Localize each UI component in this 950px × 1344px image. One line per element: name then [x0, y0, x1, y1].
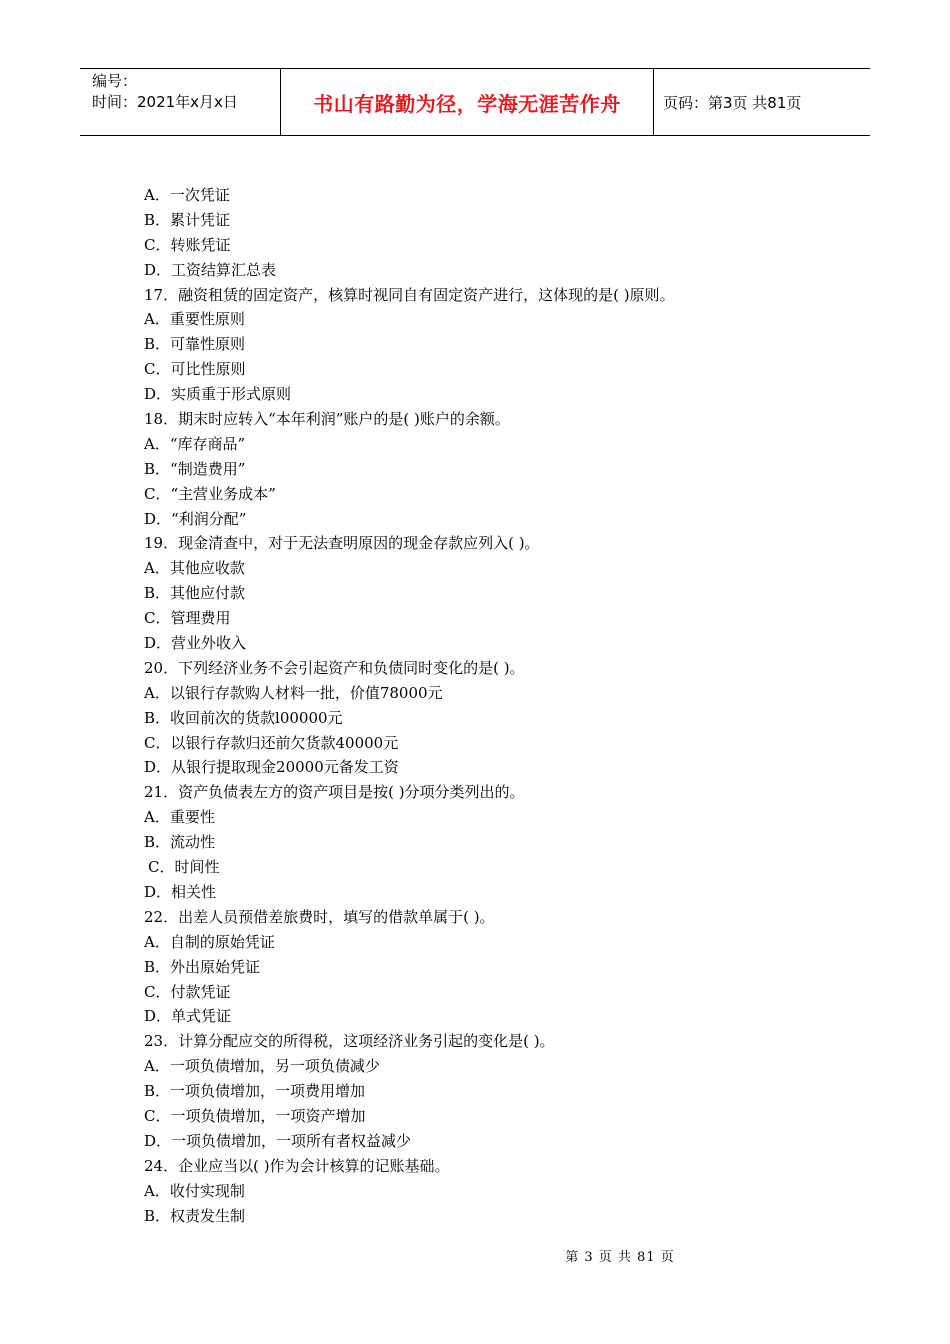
text-line: D．实质重于形式原则: [144, 385, 292, 404]
text-line: C．转账凭证: [144, 235, 231, 254]
text-line: B．可靠性原则: [144, 335, 246, 354]
page-header: [80, 68, 870, 136]
text-line: A．一次凭证: [144, 186, 230, 204]
question-18: 18．期末时应转入“本年利润”账户的是( )账户的余额。: [144, 410, 510, 429]
text-line: B．收回前次的货款l00000元: [144, 708, 343, 727]
question-23: 23．计算分配应交的所得税，这项经济业务引起的变化是( )。: [144, 1032, 555, 1051]
serial-number-label: 编号：: [92, 72, 138, 90]
question-19: 19．现金清查中，对于无法查明原因的现金存款应列入( )。: [144, 534, 540, 553]
page-footer: 第 3 页 共 81 页: [565, 1250, 675, 1265]
text-line: A．一项负债增加，另一项负债减少: [144, 1057, 380, 1076]
text-line: B．一项负债增加，一项费用增加: [144, 1082, 366, 1101]
text-line: A．自制的原始凭证: [144, 932, 275, 951]
question-20: 20．下列经济业务不会引起资产和负债同时变化的是( )。: [144, 658, 525, 677]
text-line: B．外出原始凭证: [144, 957, 261, 976]
text-line: C．以银行存款归还前欠货款40000元: [144, 733, 399, 752]
header-motto: 书山有路勤为径，学海无涯苦作舟: [281, 69, 654, 135]
text-line: D．工资结算汇总表: [144, 260, 277, 279]
header-meta: [80, 69, 281, 135]
text-line: A．其他应收款: [144, 559, 245, 578]
text-line: D．相关性: [144, 882, 217, 901]
text-line: C．管理费用: [144, 609, 231, 628]
text-line: D．营业外收入: [144, 634, 247, 653]
time-label: 时间：2021年x月x日: [92, 93, 238, 111]
text-line: A．收付实现制: [144, 1181, 245, 1200]
text-line: C．一项负债增加，一项资产增加: [144, 1106, 366, 1125]
text-line: D．一项负债增加，一项所有者权益减少: [144, 1131, 412, 1150]
question-17: 17．融资租赁的固定资产，核算时视同自有固定资产进行，这体现的是( )原则。: [144, 285, 675, 304]
text-line: C．可比性原则: [144, 360, 246, 379]
text-line: C．付款凭证: [144, 982, 231, 1001]
text-line: B．其他应付款: [144, 584, 246, 603]
text-line: B．累计凭证: [144, 210, 231, 229]
text-line: C．时间性: [148, 858, 220, 877]
text-line: D．单式凭证: [144, 1007, 232, 1026]
question-22: 22．出差人员预借差旅费时，填写的借款单属于( )。: [144, 907, 495, 926]
text-line: B．权责发生制: [144, 1206, 246, 1225]
document-body: [144, 183, 844, 1228]
text-line: A．以银行存款购人材料一批，价值78000元: [144, 683, 443, 702]
header-page-info: 页码：第3页 共81页: [663, 93, 802, 112]
text-line: A．重要性原则: [144, 310, 245, 329]
text-line: D．从银行提取现金20000元备发工资: [144, 758, 399, 777]
question-24: 24．企业应当以( )作为会计核算的记账基础。: [144, 1156, 450, 1175]
text-line: A．重要性: [144, 808, 215, 827]
text-line: B．“制造费用”: [144, 459, 246, 478]
text-line: D．“利润分配”: [144, 509, 247, 528]
text-line: A．“库存商品”: [144, 434, 246, 453]
text-line: B．流动性: [144, 833, 216, 852]
question-21: 21．资产负债表左方的资产项目是按( )分项分类列出的。: [144, 783, 525, 802]
text-line: C．“主营业务成本”: [144, 484, 276, 503]
